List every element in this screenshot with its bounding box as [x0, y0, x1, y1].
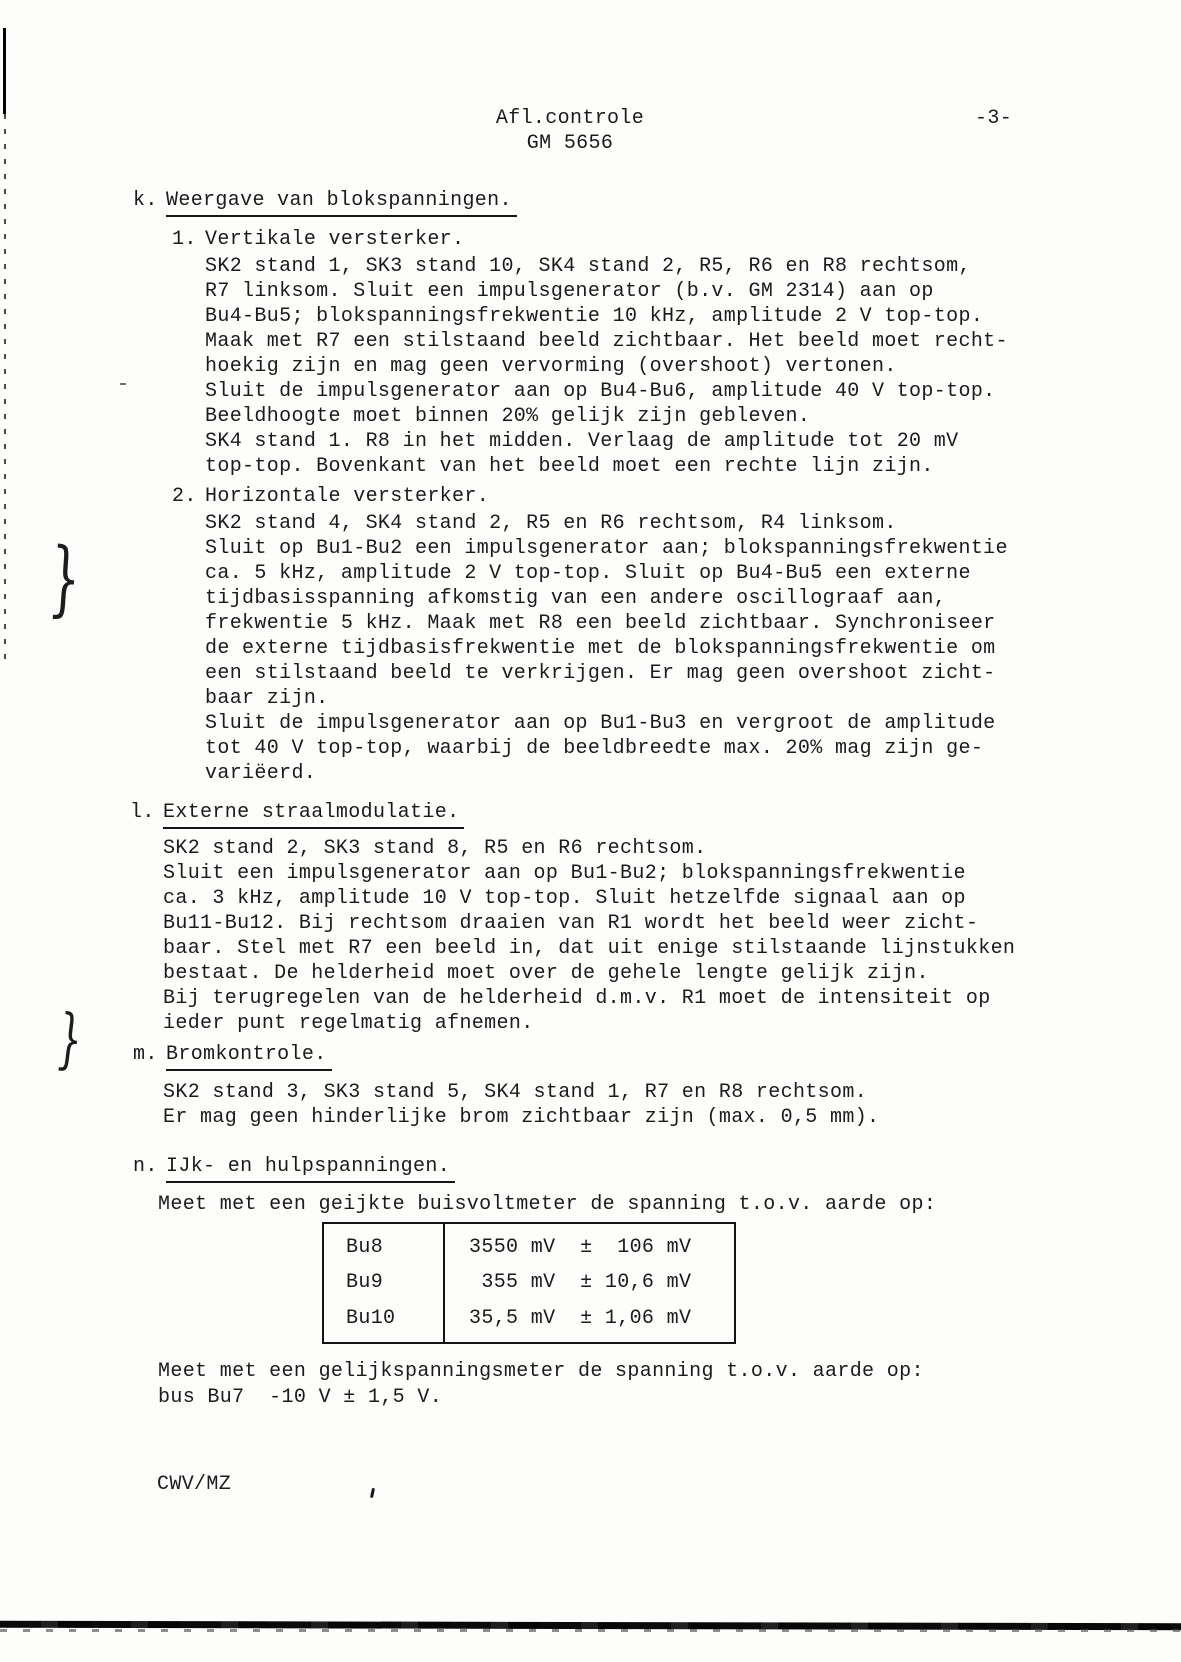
text-line: een stilstaand beeld te verkrijgen. Er mag geen overshoot zicht- [205, 662, 996, 685]
text-line: Er mag geen hinderlijke brom zichtbaar zijn (max. 0,5 mm). [163, 1106, 880, 1129]
text-line: Bij terugregelen van de helderheid d.m.v. R1 moet de intensiteit op [163, 987, 991, 1010]
section-k-heading: Weergave van blokspanningen. [166, 188, 517, 217]
voltage-table-value-column [445, 1224, 734, 1342]
text-line: SK2 stand 2, SK3 stand 8, R5 en R6 rechtsom. [163, 837, 707, 860]
text-line: Sluit een impulsgenerator aan op Bu1-Bu2; blokspanningsfrekwentie [163, 862, 966, 885]
section-k-label: k. [133, 189, 158, 212]
scan-speck [370, 1488, 375, 1498]
scan-artifact-left-dotted-line [4, 114, 6, 659]
section-l [130, 800, 464, 829]
scan-speck [120, 383, 126, 385]
text-line: tot 40 V top-top, waarbij de beeldbreedte max. 20% mag zijn ge- [205, 737, 984, 760]
handwritten-brace-mark: } [53, 998, 87, 1079]
text-line: variëerd. [205, 762, 317, 785]
text-line: Sluit op Bu1-Bu2 een impulsgenerator aan; blokspanningsfrekwentie [205, 537, 1008, 560]
section-k-item-1 [172, 227, 1008, 479]
text-line: ieder punt regelmatig afnemen. [163, 1012, 534, 1035]
document-header [440, 106, 700, 156]
text-line: R7 linksom. Sluit een impulsgenerator (b.v. GM 2314) aan op [205, 280, 934, 303]
text-line: frekwentie 5 kHz. Maak met R8 een beeld zichtbaar. Synchroniseer [205, 612, 996, 635]
bus-cell: Bu8 [346, 1236, 384, 1260]
section-n-heading: IJk- en hulpspanningen. [166, 1154, 455, 1183]
text-line: de externe tijdbasisfrekwentie met de blokspanningsfrekwentie om [205, 637, 996, 660]
section-n-outro-1: Meet met een gelijkspanningsmeter de spanning t.o.v. aarde op: [158, 1360, 924, 1383]
section-l-label: l. [130, 801, 155, 824]
text-line: Maak met R7 een stilstaand beeld zichtbaar. Het beeld moet recht- [205, 330, 1008, 353]
text-line: hoekig zijn en mag geen vervorming (overshoot) vertonen. [205, 355, 897, 378]
text-line: baar zijn. [205, 687, 329, 710]
section-k [133, 188, 517, 217]
text-line: top-top. Bovenkant van het beeld moet een rechte lijn zijn. [205, 455, 934, 478]
section-m-heading: Bromkontrole. [166, 1042, 332, 1071]
document-title: Afl.controle [495, 107, 645, 130]
section-l-body [163, 836, 1015, 1036]
section-l-heading: Externe straalmodulatie. [163, 800, 464, 829]
text-line: SK2 stand 3, SK3 stand 5, SK4 stand 1, R7 en R8 rechtsom. [163, 1081, 868, 1104]
section-n-intro: Meet met een geijkte buisvoltmeter de spanning t.o.v. aarde op: [158, 1193, 937, 1216]
bus-cell: Bu10 [346, 1306, 396, 1330]
scan-artifact-left-edge-line [3, 28, 6, 114]
text-line: tijdbasisspanning afkomstig van een andere oscillograaf aan, [205, 587, 947, 610]
text-line: Beeldhoogte moet binnen 20% gelijk zijn gebleven. [205, 405, 811, 428]
section-m [133, 1042, 332, 1071]
section-n-outro-2: bus Bu7 -10 V ± 1,5 V. [158, 1386, 443, 1409]
voltage-table-bus-column [324, 1224, 445, 1342]
text-line: ca. 3 kHz, amplitude 10 V top-top. Sluit hetzelfde signaal aan op [163, 887, 966, 910]
item-2-title: Horizontale versterker. [205, 485, 490, 508]
text-line: ca. 5 kHz, amplitude 2 V top-top. Sluit op Bu4-Bu5 een externe [205, 562, 971, 585]
section-m-body [163, 1080, 879, 1130]
handwritten-brace-mark: } [46, 530, 84, 628]
voltage-cell: 3550 mV ± 106 mV [469, 1236, 692, 1260]
voltage-cell: 355 mV ± 10,6 mV [469, 1271, 692, 1295]
text-line: bestaat. De helderheid moet over de gehele lengte gelijk zijn. [163, 962, 929, 985]
text-line: SK2 stand 4, SK4 stand 2, R5 en R6 rechtsom, R4 linksom. [205, 512, 897, 535]
page-number: -3- [975, 107, 1013, 130]
section-n-label: n. [133, 1155, 158, 1178]
text-line: Bu4-Bu5; blokspanningsfrekwentie 10 kHz, amplitude 2 V top-top. [205, 305, 984, 328]
item-1-title: Vertikale versterker. [205, 228, 465, 251]
text-line: SK2 stand 1, SK3 stand 10, SK4 stand 2, R5, R6 en R8 rechtsom, [205, 255, 971, 278]
section-m-label: m. [133, 1043, 158, 1066]
text-line: Bu11-Bu12. Bij rechtsom draaien van R1 wordt het beeld weer zicht- [163, 912, 979, 935]
voltage-cell: 35,5 mV ± 1,06 mV [469, 1306, 692, 1330]
section-n [133, 1154, 455, 1183]
voltage-table [322, 1222, 736, 1344]
text-line: SK4 stand 1. R8 in het midden. Verlaag de amplitude tot 20 mV [205, 430, 959, 453]
text-line: baar. Stel met R7 een beeld in, dat uit enige stilstaande lijnstukken [163, 937, 1016, 960]
text-line: Sluit de impulsgenerator aan op Bu4-Bu6, amplitude 40 V top-top. [205, 380, 996, 403]
item-2-number: 2. [172, 485, 197, 508]
footer-initials: CWV/MZ [157, 1473, 232, 1496]
scan-artifact-bottom-fuzz [0, 1629, 1181, 1632]
document-model: GM 5656 [526, 132, 614, 155]
text-line: Sluit de impulsgenerator aan op Bu1-Bu3 en vergroot de amplitude [205, 712, 996, 735]
section-k-item-2 [172, 484, 1008, 786]
bus-cell: Bu9 [346, 1271, 384, 1295]
item-1-number: 1. [172, 228, 197, 251]
